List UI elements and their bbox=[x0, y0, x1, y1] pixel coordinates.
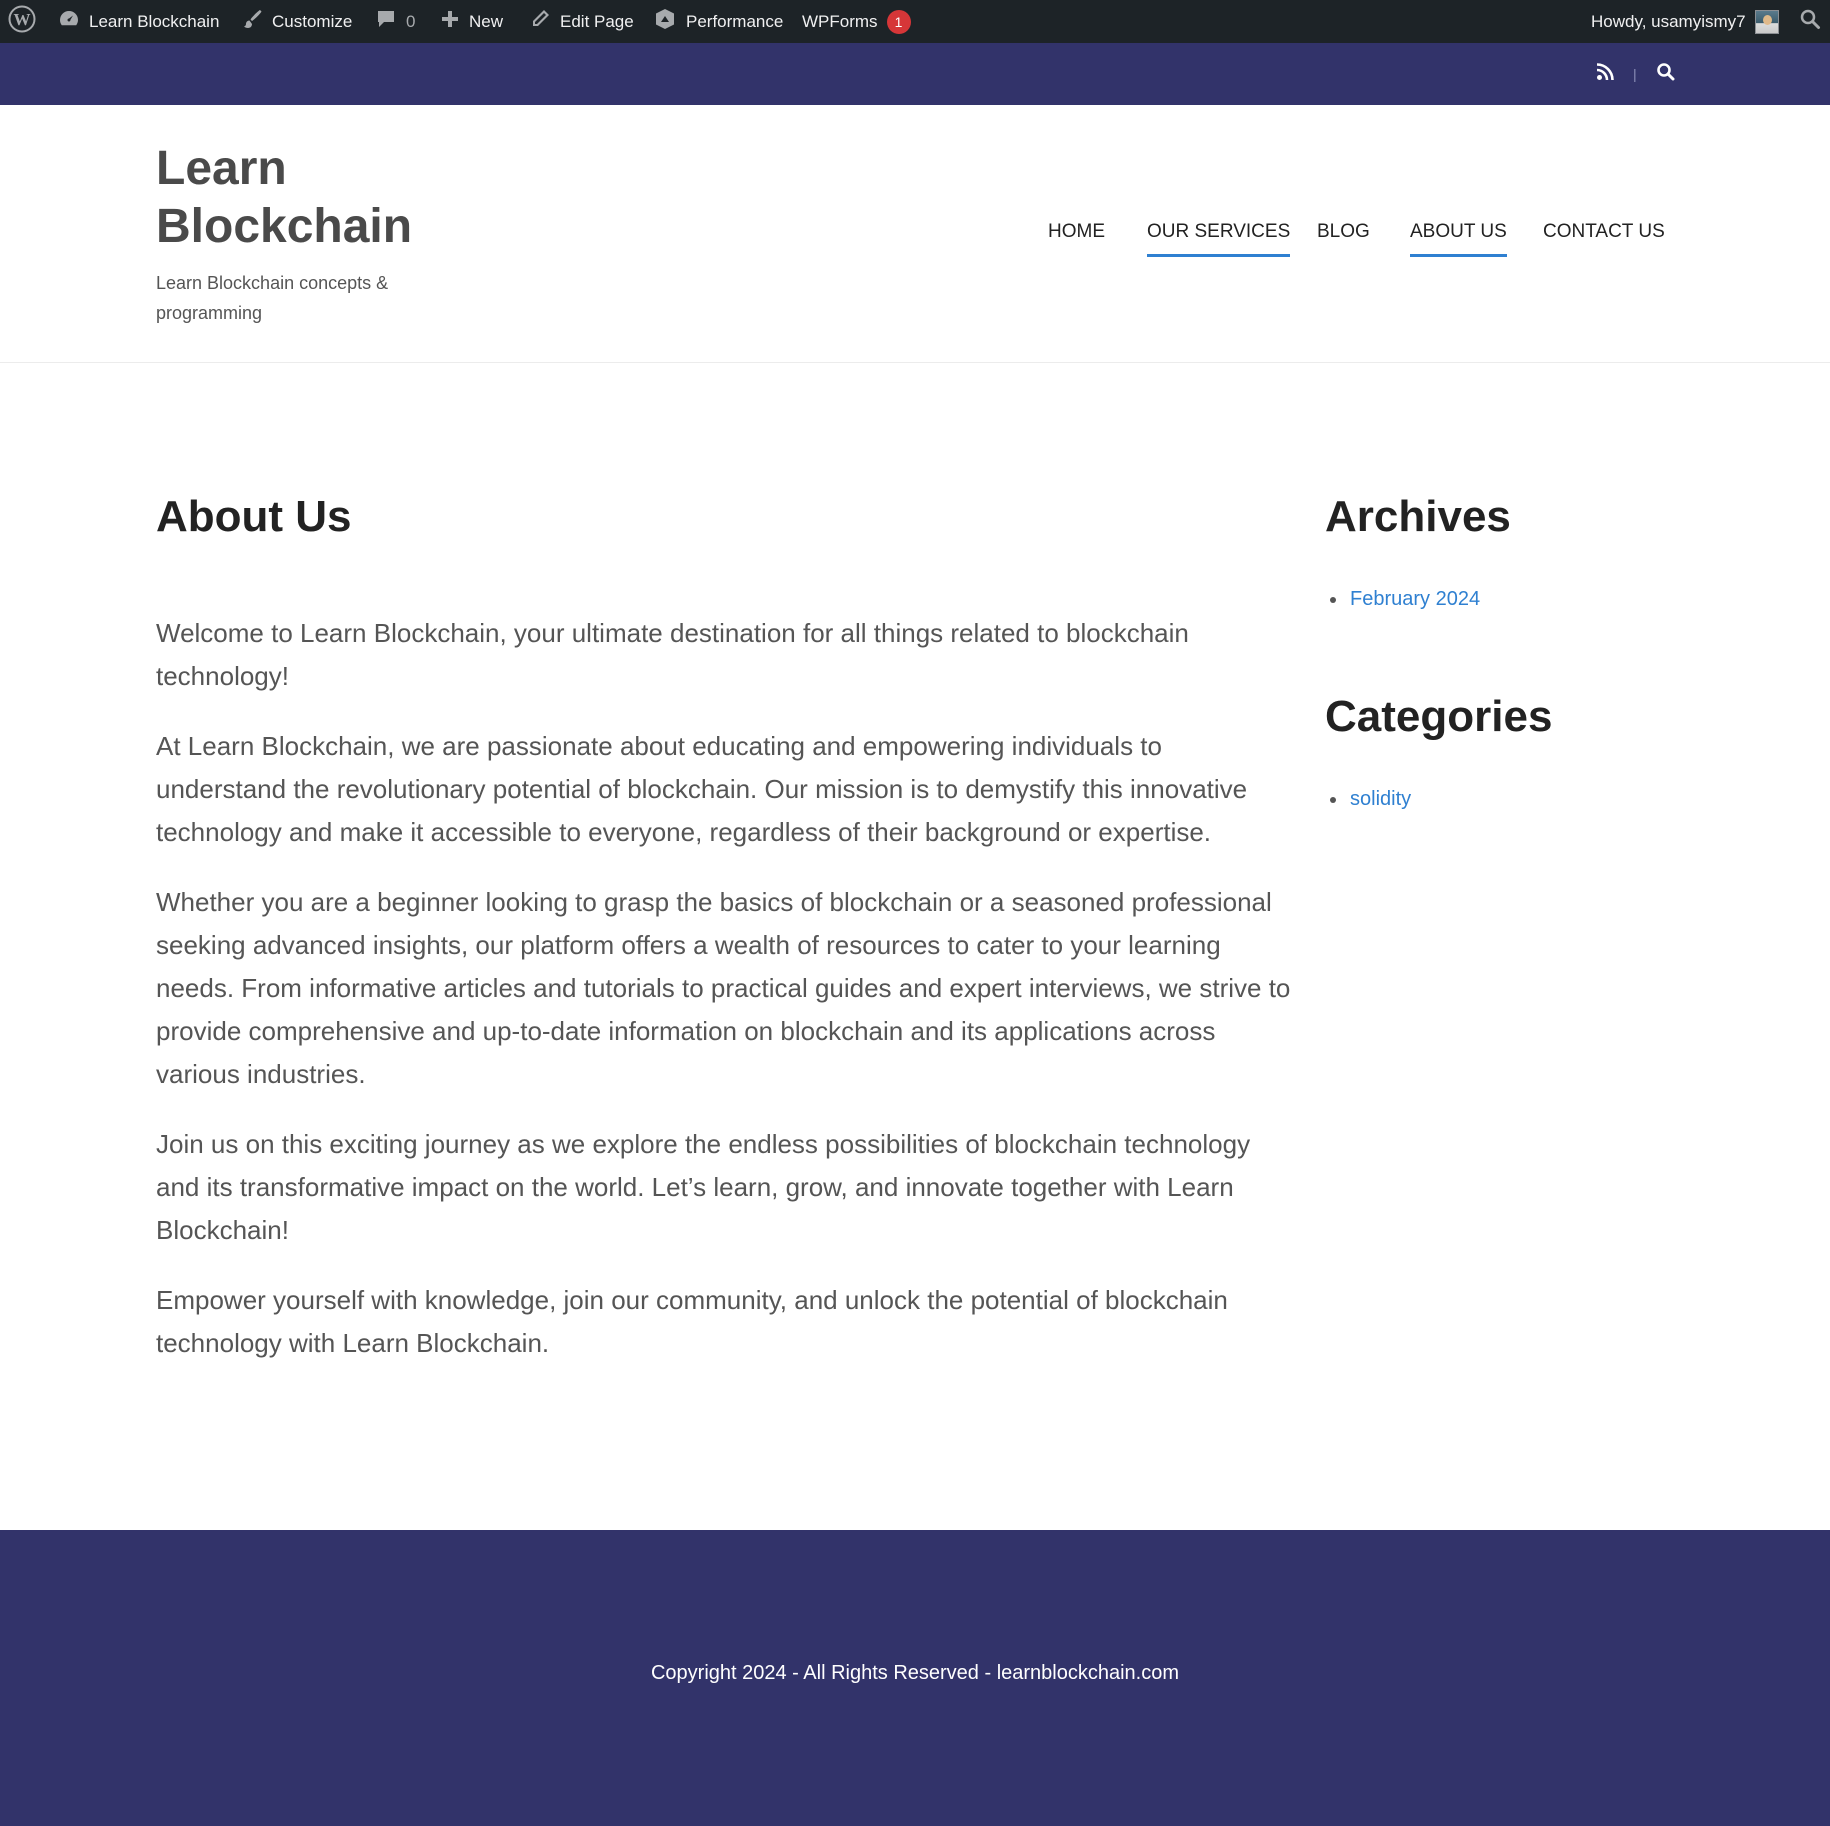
nav-item-our-services[interactable]: OUR SERVICES bbox=[1147, 221, 1290, 257]
avatar bbox=[1755, 10, 1779, 34]
brush-icon bbox=[241, 8, 263, 35]
rss-icon bbox=[1596, 63, 1614, 86]
nav-item-about-us[interactable]: ABOUT US bbox=[1410, 221, 1507, 257]
performance-icon bbox=[653, 7, 677, 36]
my-account-menu[interactable] bbox=[1591, 0, 1779, 43]
divider: | bbox=[1633, 66, 1637, 82]
site-header bbox=[0, 105, 1830, 363]
comments-count: 0 bbox=[406, 11, 416, 31]
list-item bbox=[1330, 588, 1480, 611]
edit-page-button[interactable] bbox=[529, 0, 634, 43]
copyright-text: Copyright 2024 - All Rights Reserved - learnblockchain.com bbox=[650, 1662, 1180, 1684]
new-content-button[interactable] bbox=[440, 0, 503, 43]
comment-icon bbox=[375, 8, 397, 35]
wordpress-logo-button[interactable] bbox=[8, 0, 36, 43]
admin-search-button[interactable] bbox=[1799, 0, 1821, 43]
content-paragraph: Join us on this exciting journey as we explore the endless possibilities of blockchain technology and its transformative impact on the world. Let’s learn, grow, and innovate together with Learn Blockchain! bbox=[156, 1129, 1251, 1245]
comments-button[interactable] bbox=[375, 0, 415, 43]
top-bar bbox=[0, 43, 1830, 105]
bullet bbox=[1330, 597, 1336, 603]
bullet bbox=[1330, 797, 1336, 803]
plus-icon bbox=[440, 9, 460, 34]
content-paragraph: At Learn Blockchain, we are passionate about educating and empowering individuals to understand the revolutionary potential of blockchain. Our mission is to demystify this innovative technology and make it accessible to everyone, regardless of their background or expertise. bbox=[156, 731, 1248, 847]
rss-link[interactable] bbox=[1596, 43, 1614, 105]
wordpress-icon bbox=[8, 5, 36, 38]
wpforms-button[interactable] bbox=[802, 0, 911, 43]
content-paragraph: Empower yourself with knowledge, join our community, and unlock the potential of blockchain technology with Learn Blockchain. bbox=[156, 1285, 1228, 1358]
search-icon bbox=[1799, 8, 1821, 35]
nav-item-contact-us[interactable]: CONTACT US bbox=[1543, 221, 1665, 242]
site-name-label: Learn Blockchain bbox=[89, 11, 220, 31]
svg-text:W: W bbox=[13, 10, 31, 29]
nav-item-home[interactable]: HOME bbox=[1048, 221, 1105, 242]
search-icon bbox=[1656, 62, 1675, 86]
category-link[interactable]: solidity bbox=[1350, 788, 1412, 810]
archives-widget-title: Archives bbox=[1325, 492, 1511, 541]
list-item bbox=[1330, 788, 1411, 811]
nav-item-blog[interactable]: BLOG bbox=[1317, 221, 1370, 242]
page-title: About Us bbox=[156, 492, 352, 541]
site-title[interactable]: Learn Blockchain bbox=[156, 142, 413, 253]
dashboard-icon bbox=[58, 8, 80, 35]
header-search-button[interactable] bbox=[1656, 43, 1675, 105]
categories-widget-title: Categories bbox=[1325, 692, 1553, 741]
performance-label: Performance bbox=[686, 11, 784, 31]
customize-button[interactable] bbox=[241, 0, 352, 43]
performance-button[interactable] bbox=[653, 0, 783, 43]
page-content bbox=[156, 612, 1291, 1392]
new-label: New bbox=[469, 11, 504, 31]
categories-list bbox=[1330, 788, 1411, 811]
edit-page-label: Edit Page bbox=[560, 11, 634, 31]
content-paragraph: Whether you are a beginner looking to grasp the basics of blockchain or a seasoned professional seeking advanced insights, our platform offers a wealth of resources to cater to your learning needs. From informative articles and tutorials to practical guides and expert interviews, we strive to provide comprehensive and up-to-date information on blockchain and its applications across various industries. bbox=[156, 887, 1291, 1089]
notification-badge: 1 bbox=[887, 10, 911, 34]
customize-label: Customize bbox=[272, 11, 353, 31]
archives-list bbox=[1330, 588, 1480, 611]
admin-bar bbox=[0, 0, 1830, 43]
howdy-label: Howdy, usamyismy7 bbox=[1591, 11, 1746, 31]
content-paragraph: Welcome to Learn Blockchain, your ultimate destination for all things related to blockchain technology! bbox=[156, 618, 1189, 691]
wpforms-label: WPForms bbox=[802, 11, 878, 31]
pencil-icon bbox=[529, 8, 551, 35]
site-tagline: Learn Blockchain concepts & programming bbox=[156, 273, 389, 323]
archive-link[interactable]: February 2024 bbox=[1350, 588, 1481, 610]
site-footer bbox=[0, 1530, 1830, 1826]
site-name-menu[interactable] bbox=[58, 0, 219, 43]
